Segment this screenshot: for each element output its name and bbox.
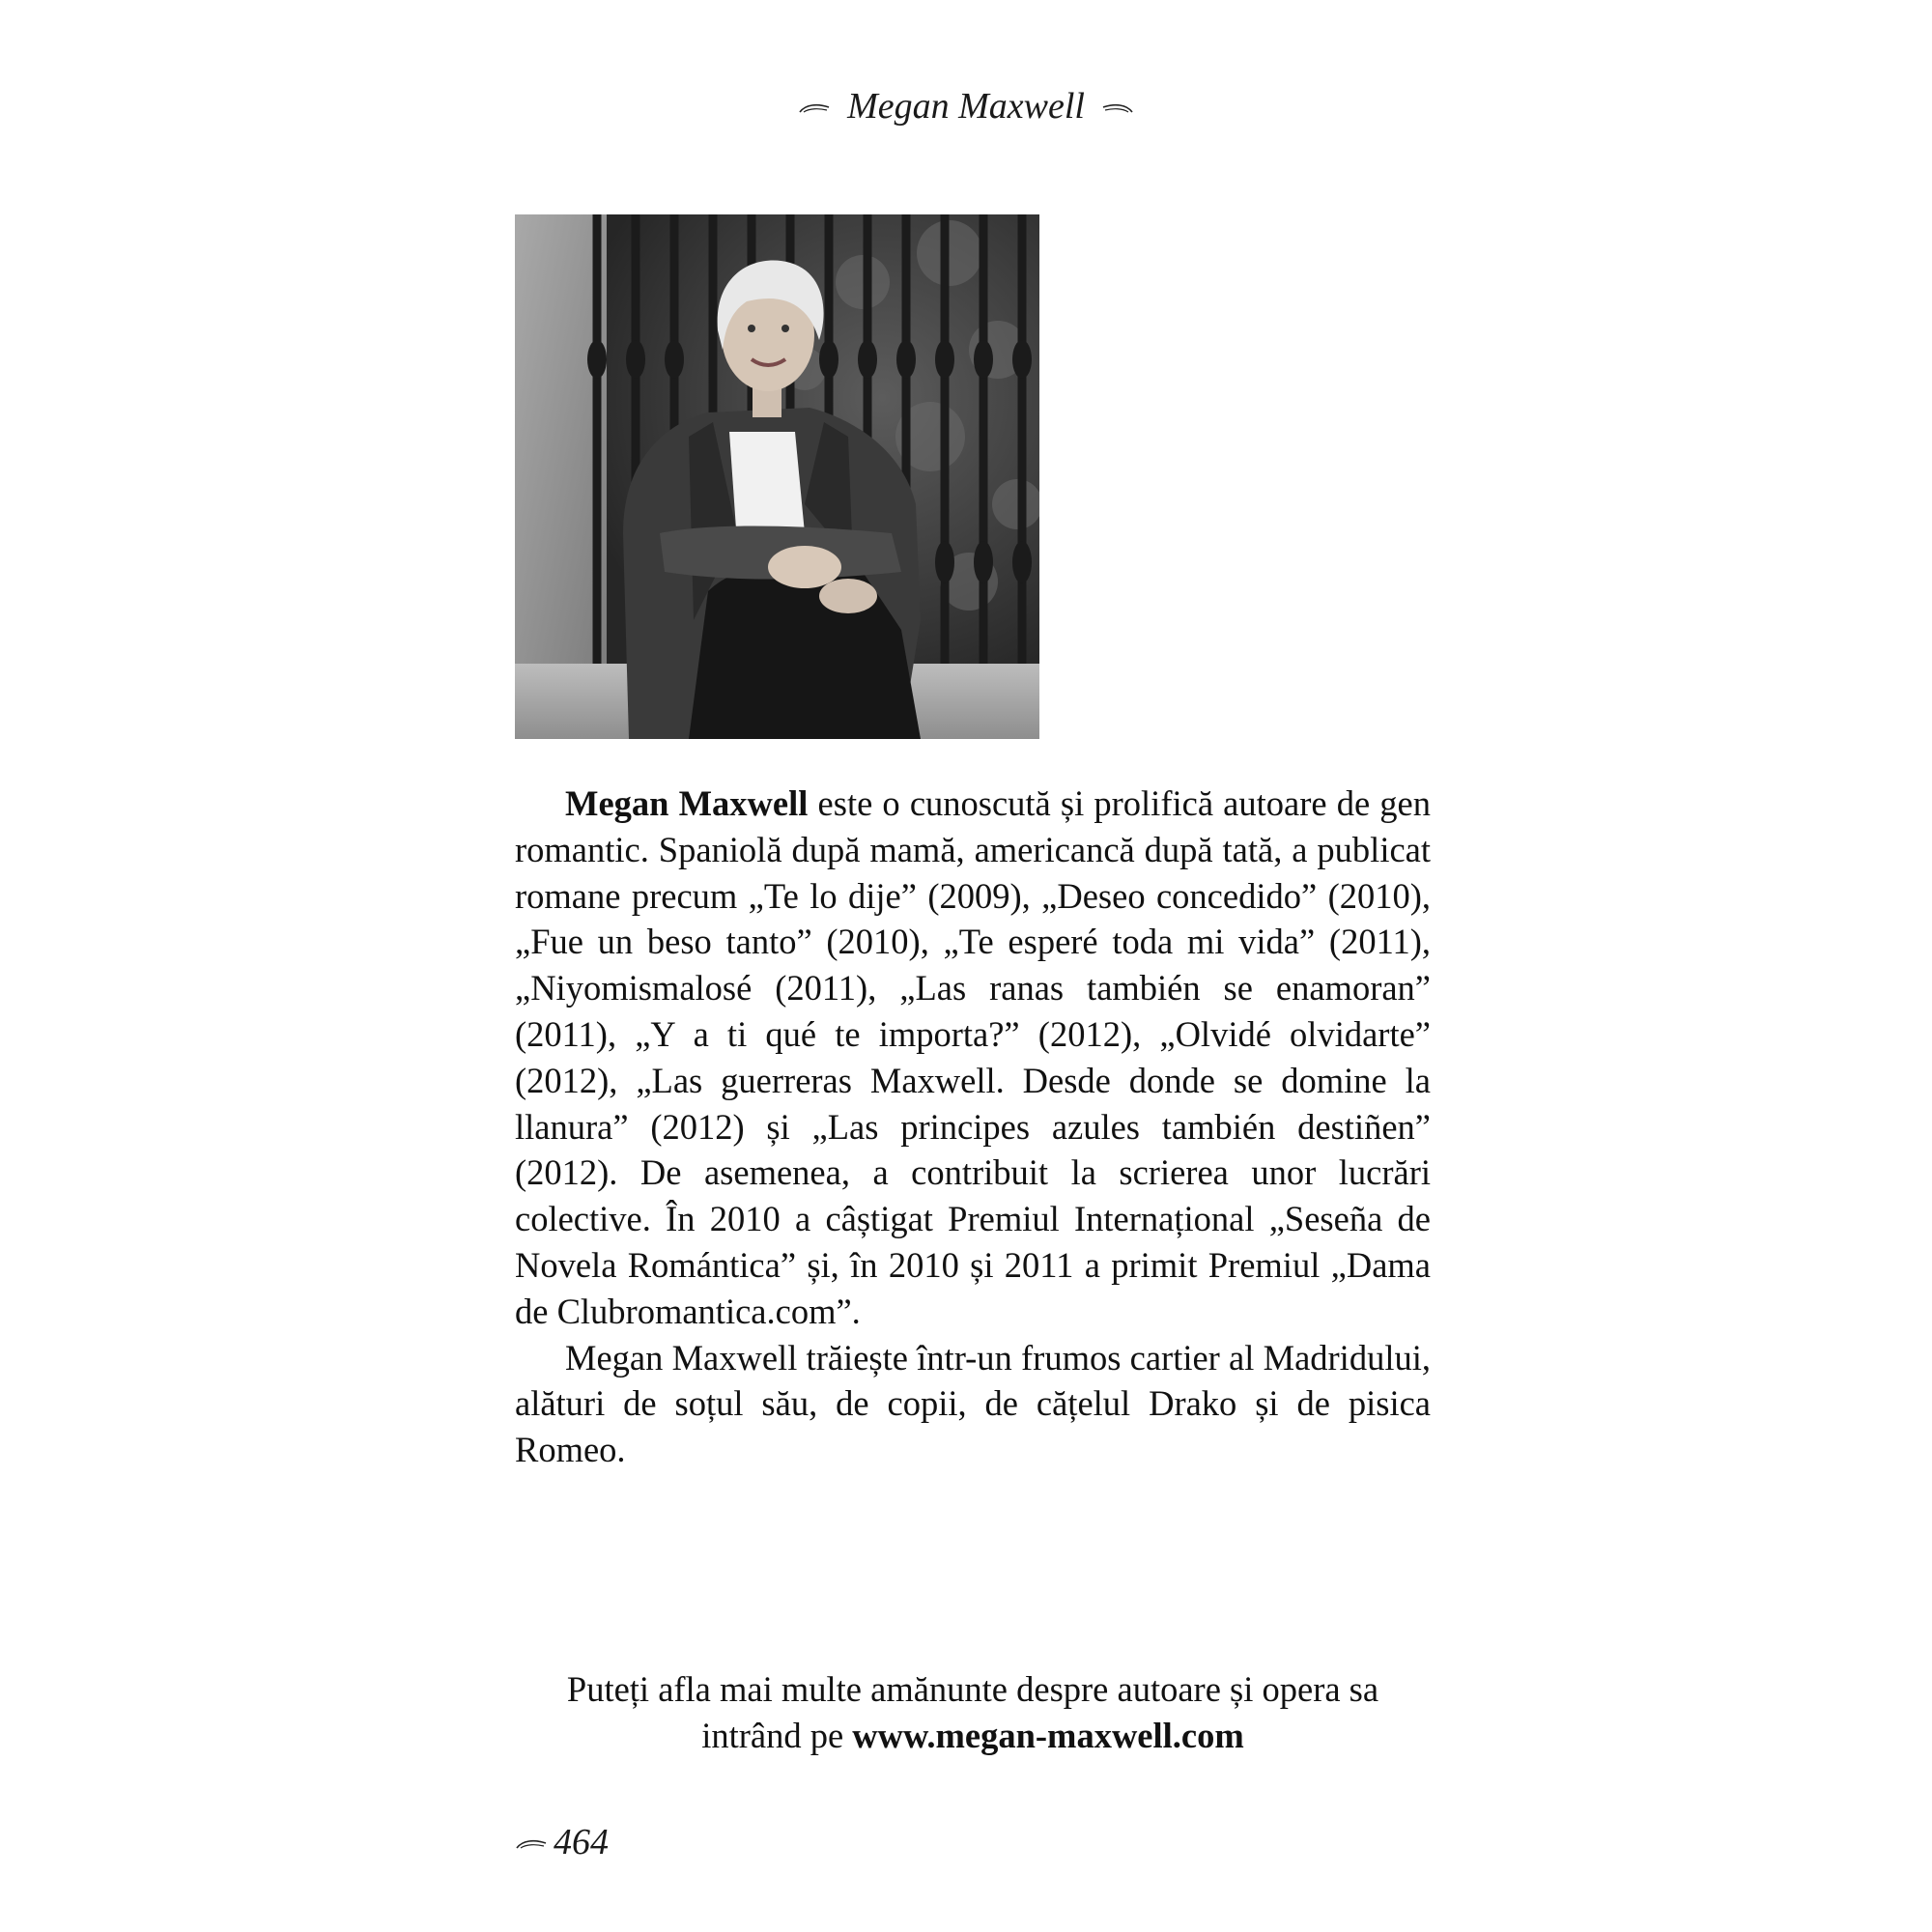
bio-paragraph-2: Megan Maxwell trăiește într-un frumos cartier al Madridului, alături de soțul său, de copii, de cățelul Drako și de pisica Romeo. [515, 1337, 1431, 1470]
author-website-link[interactable]: www.megan-maxwell.com [852, 1716, 1244, 1755]
running-header [0, 85, 1932, 128]
author-name: Megan Maxwell [565, 783, 809, 823]
more-info-prefix: intrând pe [701, 1716, 853, 1755]
bio-paragraph-1-text: este o cunoscută și prolifică autoare de gen romantic. Spaniolă după mamă, americancă după tată, a publicat romane precum „Te lo dije” (2009), „Deseo concedido” (2010), „Fue un beso tanto” (2010), „Te esperé toda mi vida” (2011), „Niyomismalosé (2011), „Las ranas también se enamoran” (2011), „Y a ti qué te importa?” (2012), „Olvidé olvidarte” (2012), „Las guerreras Maxwell. Desde donde se domine la llanura” (2012) și „Las principes azules también destiñen” (2012). De asemenea, a contribuit la scrierea unor lucrări colective. În 2010 a câștigat Premiul Internațional „Seseña de Novela Romántica” și, în 2010 și 2011 a primit Premiul „Dama de Clubromantica.com”. [515, 783, 1431, 1331]
running-title: Megan Maxwell [847, 86, 1085, 127]
author-portrait-icon [515, 214, 1039, 739]
bio-paragraph-1 [515, 781, 1431, 1335]
page-folio [515, 1821, 609, 1863]
more-info-line-1: Puteți afla mai multe amănunte despre autoare și opera sa [566, 1669, 1379, 1709]
flourish-left-icon [798, 101, 831, 117]
flourish-right-icon [1101, 101, 1134, 117]
more-info [515, 1666, 1431, 1759]
author-bio [515, 781, 1431, 1473]
flourish-icon [515, 1837, 548, 1853]
page-number: 464 [554, 1822, 609, 1862]
more-info-line-2 [515, 1713, 1431, 1759]
author-photo [515, 214, 1039, 739]
